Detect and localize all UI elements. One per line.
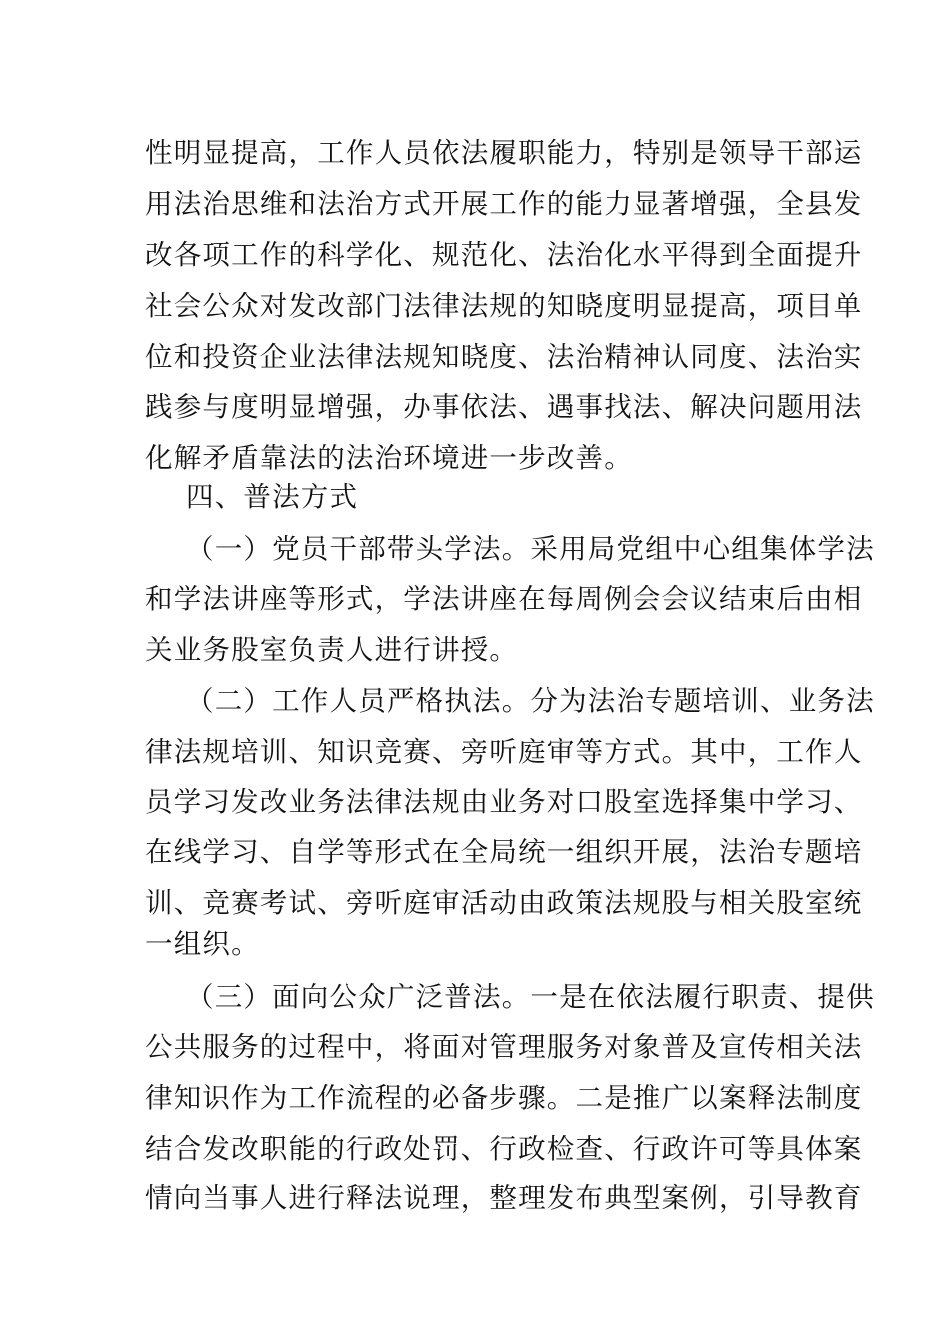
text-line: 化解矛盾靠法的法治环境进一步改善。: [145, 442, 633, 474]
text-line: 律法规培训、知识竞赛、旁听庭审等方式。其中，工作人: [145, 736, 863, 768]
text-line: 结合发改职能的行政处罚、行政检查、行政许可等具体案: [145, 1133, 863, 1165]
text-line: 员学习发改业务法律法规由业务对口股室选择集中学习、: [145, 786, 863, 818]
text-line: 情向当事人进行释法说理，整理发布典型案例，引导教育: [145, 1182, 863, 1214]
text-line: 性明显提高，工作人员依法履职能力，特别是领导干部运: [145, 137, 863, 169]
text-line: 和学法讲座等形式，学法讲座在每周例会会议结束后由相: [145, 583, 863, 615]
text-line: （一）党员干部带头学法。采用局党组中心组集体学法: [186, 533, 875, 565]
text-line: 关业务股室负责人进行讲授。: [145, 634, 519, 666]
text-line: 在线学习、自学等形式在全局统一组织开展，法治专题培: [145, 836, 863, 868]
text-line: 社会公众对发改部门法律法规的知晓度明显提高，项目单: [145, 290, 863, 322]
text-line: 位和投资企业法律法规知晓度、法治精神认同度、法治实: [145, 341, 863, 373]
text-line: 公共服务的过程中，将面对管理服务对象普及宣传相关法: [145, 1031, 863, 1063]
text-line: 律知识作为工作流程的必备步骤。二是推广以案释法制度: [145, 1082, 863, 1114]
text-line: 改各项工作的科学化、规范化、法治化水平得到全面提升: [145, 239, 863, 271]
section-heading: 四、普法方式: [186, 481, 359, 513]
text-line: 训、竞赛考试、旁听庭审活动由政策法规股与相关股室统: [145, 887, 863, 919]
text-line: 一组织。: [145, 928, 260, 960]
text-line: 用法治思维和法治方式开展工作的能力显著增强，全县发: [145, 188, 863, 220]
text-line: （二）工作人员严格执法。分为法治专题培训、业务法: [186, 685, 875, 717]
text-line: （三）面向公众广泛普法。一是在依法履行职责、提供: [186, 981, 875, 1013]
text-line: 践参与度明显增强，办事依法、遇事找法、解决问题用法: [145, 391, 863, 423]
